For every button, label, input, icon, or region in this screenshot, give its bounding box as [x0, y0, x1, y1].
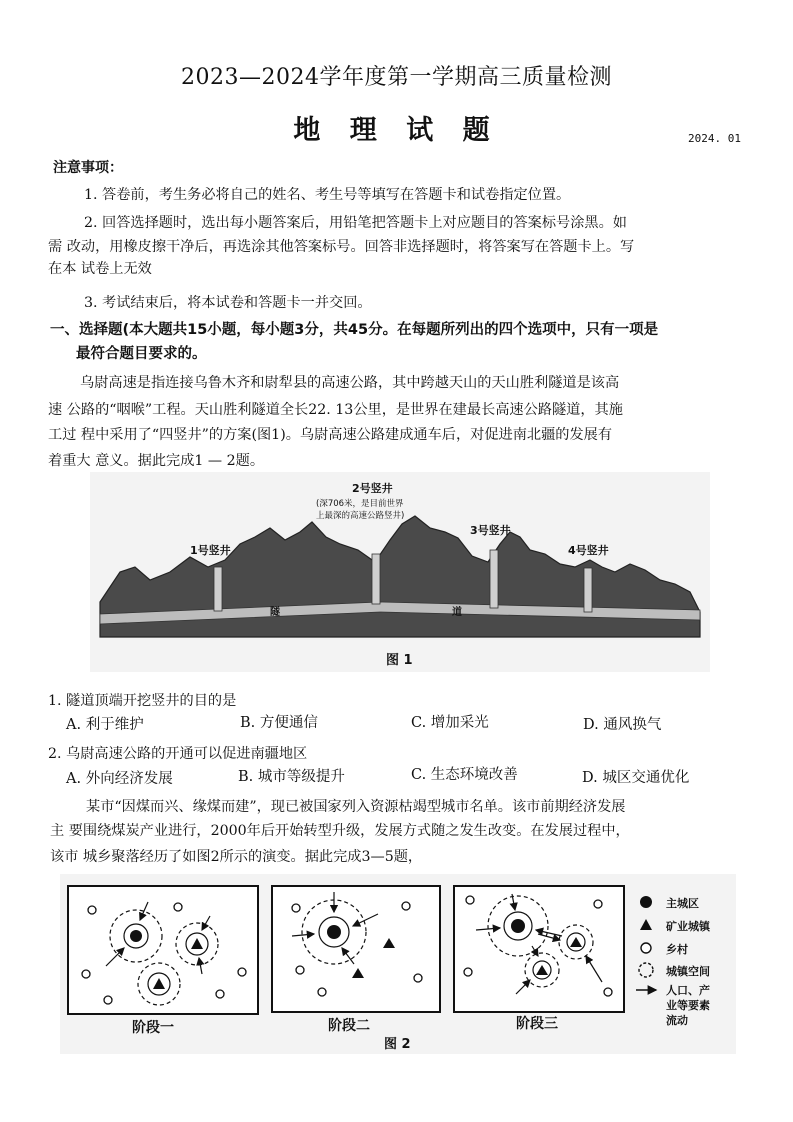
notice-item-2-line-1: 2. 回答选择题时，选出每小题答案后，用铅笔把答题卡上对应题目的答案标号涂黑。如 [84, 215, 627, 231]
stage-2-label: 阶段二 [328, 1018, 370, 1034]
shaft-4 [584, 568, 592, 612]
exam-date: 2024. 01 [688, 132, 741, 145]
legend-flow-line-1: 人口、产 [666, 984, 710, 997]
passage-2-line-3: 该市 城乡聚落经历了如图2所示的演变。据此完成3—5题， [50, 849, 423, 865]
stage-3-label: 阶段三 [516, 1016, 558, 1032]
main-urban-area-marker [327, 925, 341, 939]
section-1-heading-line-2: 最符合题目要求的。 [76, 346, 207, 362]
section-1-heading-line-1: 一、选择题(本大题共15小题，每小题3分，共45分。在每题所列出的四个选项中，只有一项是 [50, 322, 659, 338]
figure-1-tunnel-profile [90, 472, 710, 672]
passage-1-line-4: 着重大 意义。据此完成1 — 2题。 [48, 453, 265, 469]
passage-1-line-2: 速 公路的“咽喉”工程。天山胜利隧道全长22. 13公里，是世界在建最长高速公路隧道，其施 [48, 402, 623, 418]
shaft-4-label: 4号竖井 [568, 544, 609, 557]
shaft-2 [372, 554, 380, 604]
notice-item-1: 1. 答卷前，考生务必将自己的姓名、考生号等填写在答题卡和试卷指定位置。 [84, 187, 571, 203]
question-2-option-b[interactable]: B. 城市等级提升 [238, 769, 345, 785]
legend-village: 乡村 [666, 943, 688, 956]
notice-item-3: 3. 考试结束后，将本试卷和答题卡一并交回。 [84, 295, 372, 311]
legend-flow-line-3: 流动 [666, 1014, 688, 1027]
question-1-option-b[interactable]: B. 方便通信 [240, 715, 318, 731]
figure-1-svg [90, 472, 710, 672]
shaft-2-note-1: (深706米，是目前世界 [316, 499, 404, 509]
question-1-option-a[interactable]: A. 利于维护 [66, 717, 144, 733]
notice-item-2-line-3: 在本 试卷上无效 [48, 261, 152, 277]
subject-title: 地 理 试 题 [293, 115, 500, 146]
main-urban-area-marker [511, 919, 525, 933]
shaft-3-label: 3号竖井 [470, 524, 511, 537]
question-1-option-c[interactable]: C. 增加采光 [411, 715, 489, 731]
notice-item-2-line-2: 需 改动，用橡皮擦干净后，再选涂其他答案标号。回答非选择题时，将答案写在答题卡上。写 [48, 239, 635, 255]
main-urban-area-marker [130, 930, 142, 942]
question-2-stem: 2. 乌尉高速公路的开通可以促进南疆地区 [48, 746, 308, 762]
passage-1-line-3: 工过 程中采用了“四竖井”的方案(图1)。乌尉高速公路建成通车后，对促进南北疆的发展有 [48, 427, 613, 443]
section-1-heading [50, 318, 750, 366]
legend-flow-line-2: 业等要素 [666, 999, 710, 1012]
figure-2-caption: 图 2 [384, 1037, 411, 1052]
question-1-option-d[interactable]: D. 通风换气 [583, 717, 662, 733]
shaft-1-label: 1号竖井 [190, 544, 231, 557]
shaft-2-label: 2号竖井 [352, 482, 393, 495]
figure-1-caption: 图 1 [386, 653, 413, 668]
stage-1-panel [68, 886, 258, 1036]
shaft-3 [490, 550, 498, 608]
passage-2-line-1: 某市“因煤而兴、缘煤而建”，现已被国家列入资源枯竭型城市名单。该市前期经济发展 [86, 799, 626, 815]
stage-3-panel [454, 886, 624, 1032]
figure-2-settlement-evolution [60, 874, 736, 1054]
shaft-2-note-2: 上最深的高速公路竖井) [316, 511, 405, 521]
figure-2-legend [636, 896, 711, 1027]
tunnel-label-2: 道 [452, 607, 462, 618]
question-1-stem: 1. 隧道顶端开挖竖井的目的是 [48, 693, 237, 709]
legend-town-space: 城镇空间 [666, 965, 710, 978]
stage-2-panel [272, 886, 440, 1034]
shaft-1 [214, 567, 222, 611]
exam-title: 2023—2024学年度第一学期高三质量检测 [181, 65, 612, 90]
tunnel-label-1: 隧 [270, 607, 280, 618]
notice-heading: 注意事项： [53, 160, 123, 176]
stage-1-label: 阶段一 [132, 1020, 174, 1036]
passage-2-line-2: 主 要围绕煤炭产业进行，2000年后开始转型升级，发展方式随之发生改变。在发展过程中， [50, 823, 630, 839]
figure-2-svg [60, 874, 736, 1054]
legend-main-urban: 主城区 [666, 897, 699, 910]
question-2-option-c[interactable]: C. 生态环境改善 [411, 767, 518, 783]
passage-1-line-1: 乌尉高速是指连接乌鲁木齐和尉犁县的高速公路，其中跨越天山的天山胜利隧道是该高 [80, 375, 620, 391]
legend-mining-town: 矿业城镇 [666, 920, 710, 933]
question-2-option-d[interactable]: D. 城区交通优化 [582, 770, 690, 786]
question-2-option-a[interactable]: A. 外向经济发展 [66, 771, 173, 787]
